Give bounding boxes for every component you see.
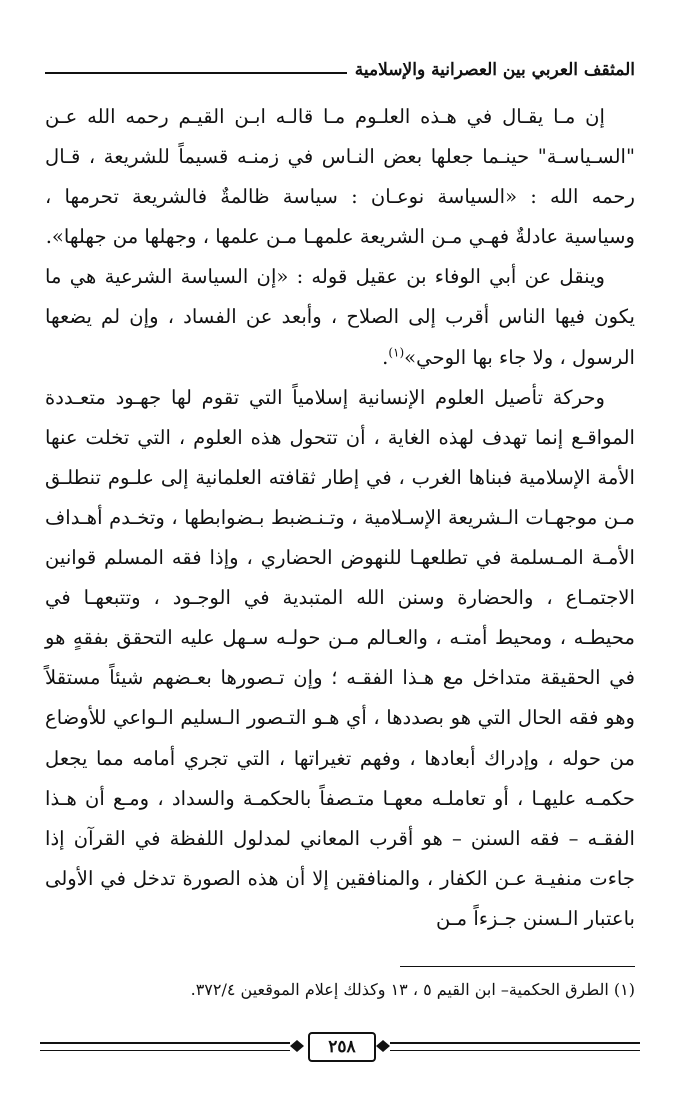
running-header-title: المثقف العربي بين العصرانية والإسلامية <box>347 60 635 80</box>
paragraph-3: وحركة تأصيل العلوم الإنسانية إسلامياً التي تقوم لها جهـود متعـددة المواقـع إنما تهدف لهذه الغاية ، أن تتحول هذه العلوم ، التي تخلت عنها الأمة الإسلامية فبناها الغرب ، في إطار ثقافته العلمانية إلى علـوم تنطلـق مـن موجهـات الـشريعة الإسـلامية ، وتـنـضبط بـضوابطها ، وتخـدم أهـداف الأمـة المـسلمة في تطلعهـا للنهوض الحضاري ، وإذا فقه المسلم قوانين الاجتمـاع ، والحضارة وسنن الله المتبدية في الوجـود ، وتتبعهـا في محيطـه ، ومحيط أمتـه ، والعـالم مـن حولـه سـهل عليه التحقق بفقهٍ هو في الحقيقة متداخل مع هـذا الفقـه ؛ وإن تـصورها بعـضهم شيئاً مستقلاً وهو فقه الحال التي هو بصددها ، أي هـو التـصور الـسليم الـواعي للأوضاع من حوله ، وإدراك أبعادها ، وفهم تغيراتها ، التي تجري أمامه مما يجعل حكمـه عليهـا ، أو تعاملـه معهـا متـصفاً بالحكمـة والسداد ، ومـع أن هـذا الفقـه – فقه السنن – هو أقرب المعاني لمدلول اللفظة في القرآن إذا جاءت منفيـة عـن الكفار ، والمنافقين إلا أن هذه الصورة تدخل في الأولى باعتبار الـسنن جـزءاً مـن <box>45 385 635 930</box>
ornament-left-icon <box>290 1040 304 1052</box>
footnote: (١) الطرق الحكمية– ابن القيم ٥ ، ١٣ وكذلك إعلام الموقعين ٣٧٢/٤. <box>190 980 635 999</box>
footnote-reference[interactable]: (١) <box>388 345 405 360</box>
page-footer-ornament <box>40 1030 640 1066</box>
page-number-badge <box>290 1032 390 1060</box>
body-text <box>45 97 635 939</box>
ornament-right-icon <box>376 1040 390 1052</box>
paragraph-2 <box>45 257 635 377</box>
paragraph-2-text: وينقل عن أبي الوفاء بن عقيل قوله : «إن السياسة الشرعية هي ما يكون فيها الناس أقرب إلى الصلاح ، وأبعد عن الفساد ، وإن لم يضعها الرسول ، ولا جاء بها الوحي» <box>45 265 635 369</box>
paragraph-2-end: . <box>382 345 389 369</box>
footnote-separator <box>400 966 635 967</box>
paragraph-1: إن مـا يقـال في هـذه العلـوم مـا قالـه ابـن القيـم رحمه الله عـن "السـياسـة" حينـما جعلها بعض النـاس في زمنـه قسيماً للشريعة ، قـال رحمه الله : «السياسة نوعـان : سياسة ظالمةٌ فالشريعة تحرمها ، وسياسية عادلةٌ فهـي مـن الشريعة علمهـا مـن علمها ، وجهلها من جهلها». <box>45 105 635 249</box>
running-header <box>45 58 635 88</box>
page-number: ٢٥٨ <box>308 1032 376 1062</box>
